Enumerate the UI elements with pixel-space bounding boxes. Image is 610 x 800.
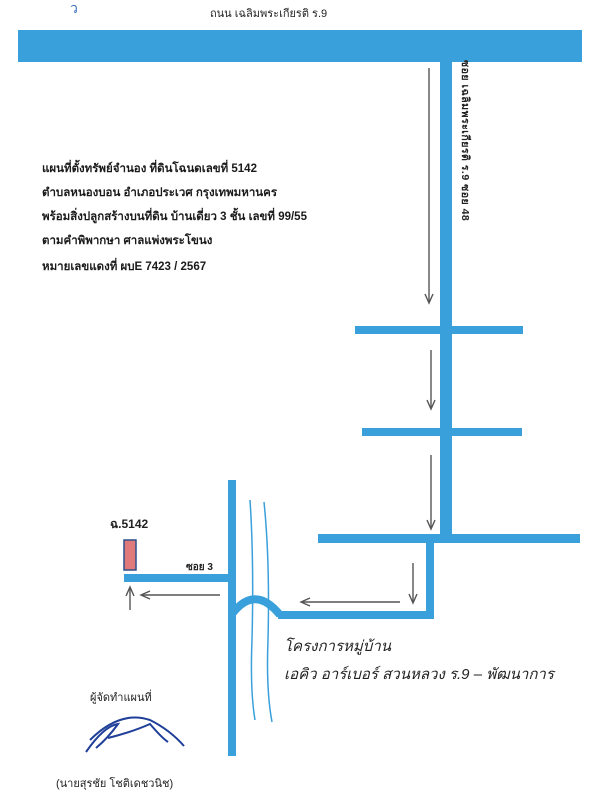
soi-48-road — [440, 60, 452, 542]
mapper-label: ผู้จัดทำแผนที่ — [90, 692, 152, 704]
plot-label: ฉ.5142 — [110, 517, 149, 531]
main-road — [18, 30, 582, 62]
info-line-1: แผนที่ตั้งทรัพย์จำนอง ที่ดินโฉนดเลขที่ 5142 — [42, 163, 257, 175]
project-entrance-curve — [232, 599, 280, 615]
plot-5142-marker — [124, 540, 136, 570]
info-line-3: พร้อมสิ่งปลูกสร้างบนที่ดิน บ้านเดี่ยว 3 ชั้น เลขที่ 99/55 — [42, 211, 307, 223]
info-line-4: ตามคำพิพากษา ศาลแพ่งพระโขนง — [42, 235, 213, 247]
signature-image — [86, 718, 184, 753]
soi-3-road — [124, 574, 234, 582]
project-line-1: โครงการหมู่บ้าน — [284, 638, 392, 655]
corner-mark: ว — [70, 1, 78, 17]
guide-line-1 — [250, 500, 255, 720]
mapper-name: (นายสุรชัย โชติเดชวนิช) — [56, 778, 174, 790]
direction-arrows — [126, 68, 435, 610]
branch-road-1 — [355, 326, 523, 334]
soi-3-label: ซอย 3 — [186, 562, 213, 573]
branch-road-3 — [318, 534, 580, 543]
main-road-label: ถนน เฉลิมพระเกียรติ ร.9 — [210, 8, 328, 20]
branch-road-2 — [362, 428, 522, 436]
project-line-2: เอคิว อาร์เบอร์ สวนหลวง ร.9 – พัฒนาการ — [284, 666, 554, 683]
left-road — [228, 480, 236, 756]
connector-road — [426, 541, 434, 617]
info-line-5: หมายเลขแดงที่ ผบE 7423 / 2567 — [42, 261, 207, 273]
guide-line-2 — [264, 502, 272, 722]
info-line-2: ตำบลหนองบอน อำเภอประเวศ กรุงเทพมหานคร — [42, 187, 278, 199]
soi-48-label: ซอย เฉลิมพระเกียรติ ร.9 ซอย 48 — [459, 60, 471, 222]
project-road — [278, 611, 434, 619]
